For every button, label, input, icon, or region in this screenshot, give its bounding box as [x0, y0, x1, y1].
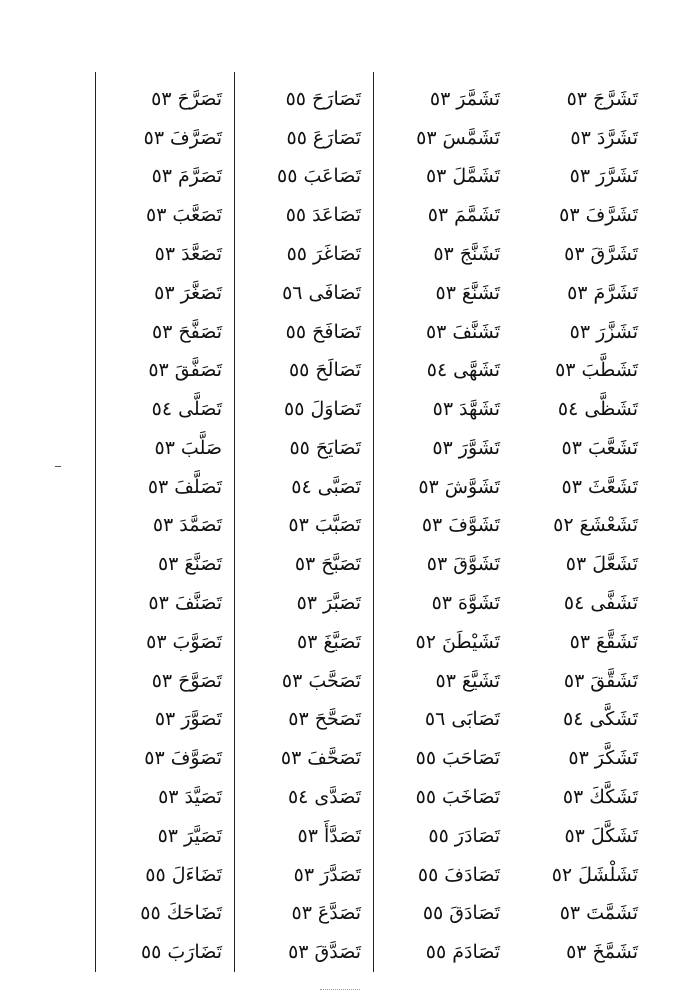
entry-page-number: ٥٣	[144, 747, 165, 770]
entry-word: تَصَحَّحَ	[314, 708, 361, 731]
entry-page-number: ٥٣	[561, 436, 582, 459]
index-entry	[512, 429, 650, 468]
index-entry	[374, 817, 512, 856]
entry-page-number: ٥٥	[277, 165, 298, 188]
index-entry	[235, 158, 373, 197]
index-entry	[235, 739, 373, 778]
entry-word: تَشَمَّرَ	[456, 87, 500, 110]
entry-word: تَصَدَّرَ	[320, 863, 361, 886]
entry-word: تَصَافَحَ	[312, 320, 361, 343]
index-entry	[374, 313, 512, 352]
entry-word: تَصَنَّعَ	[184, 553, 222, 576]
entry-word: تَصَادَمَ	[452, 941, 500, 964]
index-entry	[512, 856, 650, 895]
index-entry	[96, 119, 234, 158]
entry-word: تَشَوَّفَ	[448, 514, 500, 537]
entry-word: تَشَعْشَعَ	[579, 514, 638, 537]
entry-page-number: ٥٣	[297, 824, 318, 847]
entry-word: تَصَادَرَ	[454, 824, 500, 847]
entry-word: تَصَغَّرَ	[180, 281, 222, 304]
entry-page-number: ٥٤	[151, 398, 173, 421]
margin-mark	[55, 466, 61, 467]
entry-word: تَصَاوَلَ	[310, 398, 361, 421]
index-entry	[235, 196, 373, 235]
index-page	[95, 72, 650, 972]
entry-word: تَضَاءَلَ	[171, 863, 222, 886]
entry-word: تَضَاحَكَ	[166, 902, 222, 925]
index-entry	[374, 894, 512, 933]
entry-word: تَصَادَفَ	[444, 863, 500, 886]
entry-word: تَصَايَحَ	[315, 436, 361, 459]
entry-page-number: ٥٥	[140, 902, 161, 925]
entry-page-number: ٥٥	[415, 785, 437, 808]
index-entry	[512, 390, 650, 429]
index-entry	[235, 701, 373, 740]
index-entry	[512, 778, 650, 817]
entry-word: تَصَاعَدَ	[312, 204, 361, 227]
index-entry	[96, 80, 234, 119]
entry-page-number: ٥٣	[567, 281, 588, 304]
index-entry	[96, 701, 234, 740]
index-entry	[374, 701, 512, 740]
entry-word: تَصَرَّفَ	[170, 126, 222, 149]
entry-word: تَصَابَى	[451, 708, 500, 731]
index-entry	[374, 778, 512, 817]
index-entry	[235, 468, 373, 507]
entry-word: تَشَقَّعَ	[596, 630, 638, 653]
entry-page-number: ٥٣	[147, 475, 169, 498]
entry-word: تَصَادَقَ	[449, 902, 500, 925]
entry-page-number: ٥٥	[415, 747, 437, 770]
index-entry	[512, 468, 650, 507]
entry-word: تَشَزَّرَ	[596, 320, 638, 343]
entry-page-number: ٥٣	[563, 669, 585, 692]
entry-word: تَشَمَّخَ	[592, 941, 638, 964]
entry-word: تَشَنَّفَ	[452, 320, 500, 343]
entry-page-number: ٥٣	[158, 785, 179, 808]
entry-page-number: ٥٣	[151, 165, 172, 188]
entry-page-number: ٥٣	[143, 126, 165, 149]
index-entry	[235, 894, 373, 933]
index-entry	[96, 778, 234, 817]
entry-page-number: ٥٣	[288, 941, 309, 964]
index-entry	[96, 856, 234, 895]
entry-word: تَصَدَّى	[314, 785, 361, 808]
index-entry	[512, 623, 650, 662]
index-entry	[235, 933, 373, 972]
footer-page-mark	[320, 989, 360, 993]
entry-page-number: ٥٣	[148, 592, 169, 615]
entry-word: تَصَاغَرَ	[313, 243, 361, 266]
entry-word: تَصَحَّفَ	[307, 747, 361, 770]
index-entry	[235, 545, 373, 584]
index-entry	[235, 235, 373, 274]
entry-page-number: ٥٤	[287, 785, 309, 808]
index-entry	[374, 507, 512, 546]
index-entry	[512, 80, 650, 119]
entry-page-number: ٥٣	[570, 126, 591, 149]
index-entry	[512, 158, 650, 197]
entry-page-number: ٥٥	[425, 941, 447, 964]
entry-page-number: ٥٣	[296, 630, 318, 653]
index-entry	[96, 933, 234, 972]
index-entry	[235, 119, 373, 158]
index-entry	[374, 80, 512, 119]
entry-word: تَشَكَّى	[589, 708, 638, 731]
entry-page-number: ٥٣	[569, 320, 591, 343]
entry-page-number: ٥٣	[157, 824, 179, 847]
entry-page-number: ٥٤	[557, 398, 579, 421]
entry-page-number: ٥٢	[415, 630, 436, 653]
entry-page-number: ٥٣	[432, 436, 453, 459]
entry-word: تَشَقَّقَ	[590, 669, 638, 692]
entry-word: تَشَهَّدَ	[459, 398, 500, 421]
index-entry	[96, 196, 234, 235]
entry-word: تَصَيَّدَ	[184, 785, 222, 808]
entry-word: تَصَوَّبَ	[172, 630, 222, 653]
entry-word: تَصَبَّغَ	[323, 630, 361, 653]
entry-word: تَشَمَّلَ	[452, 165, 500, 188]
entry-page-number: ٥٥	[140, 941, 162, 964]
index-entry	[512, 894, 650, 933]
entry-word: تَشَعَّلَ	[592, 553, 638, 576]
entry-word: تَشَيَّعَ	[461, 669, 500, 692]
entry-page-number: ٥٣	[426, 553, 448, 576]
entry-page-number: ٥٣	[151, 669, 173, 692]
index-entry	[96, 351, 234, 390]
entry-word: تَشَرَّفَ	[585, 204, 638, 227]
entry-page-number: ٥٣	[151, 87, 172, 110]
entry-word: تَشَوَّهَ	[457, 592, 500, 615]
index-entry	[235, 429, 373, 468]
index-entry	[96, 817, 234, 856]
index-entry	[235, 778, 373, 817]
index-entry	[235, 623, 373, 662]
index-entry	[96, 584, 234, 623]
entry-page-number: ٥٣	[157, 553, 179, 576]
entry-page-number: ٥٣	[280, 747, 302, 770]
index-entry	[512, 196, 650, 235]
index-entry	[512, 507, 650, 546]
index-entry	[374, 739, 512, 778]
entry-word: تَصَفَّحَ	[178, 320, 222, 343]
entry-page-number: ٥٣	[281, 669, 303, 692]
entry-page-number: ٥٣	[291, 902, 312, 925]
index-entry	[96, 468, 234, 507]
entry-page-number: ٥٣	[145, 204, 167, 227]
index-entry	[96, 274, 234, 313]
entry-word: تَصَالَحَ	[315, 359, 361, 382]
index-entry	[374, 662, 512, 701]
entry-page-number: ٥٣	[429, 87, 451, 110]
index-columns	[95, 72, 650, 972]
index-entry	[235, 817, 373, 856]
index-entry	[374, 468, 512, 507]
entry-word: تَصَدَّأَ	[323, 824, 361, 847]
index-entry	[96, 429, 234, 468]
entry-page-number: ٥٣	[564, 824, 585, 847]
entry-word: تَصَلَّفَ	[174, 475, 222, 498]
index-column-4	[95, 72, 234, 972]
entry-word: تَشَنَّجَ	[459, 243, 500, 266]
index-entry	[512, 235, 650, 274]
entry-word: تَصَلَّى	[178, 398, 222, 421]
entry-word: تَصَرَّمَ	[177, 165, 222, 188]
entry-word: تَشَعَّثَ	[587, 475, 638, 498]
entry-word: تَصَاعَبَ	[303, 165, 361, 188]
index-entry	[235, 351, 373, 390]
index-entry	[96, 623, 234, 662]
entry-page-number: ٥٣	[288, 514, 309, 537]
entry-word: تَصَارَحَ	[312, 87, 361, 110]
entry-page-number: ٥٣	[293, 863, 315, 886]
entry-word: تَصَحَّبَ	[308, 669, 361, 692]
entry-word: تَشَرَّمَ	[593, 281, 638, 304]
entry-word: تَشَظَّى	[584, 398, 638, 421]
entry-page-number: ٥٥	[284, 398, 305, 421]
entry-page-number: ٥٣	[418, 475, 439, 498]
index-entry	[374, 584, 512, 623]
entry-page-number: ٥٣	[296, 592, 318, 615]
entry-page-number: ٥٣	[568, 747, 589, 770]
index-entry	[96, 894, 234, 933]
index-entry	[512, 119, 650, 158]
entry-page-number: ٥٣	[564, 243, 585, 266]
entry-page-number: ٥٥	[289, 436, 310, 459]
entry-word: تَشَطَّبَ	[581, 359, 638, 382]
index-entry	[96, 507, 234, 546]
entry-page-number: ٥٥	[285, 320, 307, 343]
entry-word: تَصَارَعَ	[312, 126, 361, 149]
entry-page-number: ٥٣	[148, 359, 169, 382]
index-entry	[235, 313, 373, 352]
index-entry	[235, 584, 373, 623]
entry-page-number: ٥٣	[433, 243, 454, 266]
entry-page-number: ٥٣	[416, 126, 437, 149]
entry-page-number: ٥٣	[431, 592, 452, 615]
entry-word: تَشَهَّى	[453, 359, 500, 382]
entry-page-number: ٥٣	[154, 436, 175, 459]
index-column-2	[373, 72, 512, 972]
entry-word: تَصَبَّحَ	[321, 553, 361, 576]
index-entry	[96, 545, 234, 584]
index-entry	[374, 158, 512, 197]
index-entry	[96, 390, 234, 429]
index-entry	[512, 351, 650, 390]
index-entry	[235, 507, 373, 546]
entry-word: تَصَبَّبَ	[314, 514, 361, 537]
entry-page-number: ٥٣	[562, 785, 584, 808]
entry-page-number: ٥٣	[146, 630, 167, 653]
index-entry	[374, 623, 512, 662]
entry-word: تَصَعَّدَ	[181, 243, 222, 266]
index-entry	[235, 390, 373, 429]
entry-page-number: ٥٤	[291, 475, 312, 498]
entry-page-number: ٥٣	[425, 320, 447, 343]
index-entry	[512, 584, 650, 623]
entry-page-number: ٥٣	[152, 514, 174, 537]
entry-page-number: ٥٥	[285, 204, 307, 227]
index-entry	[374, 235, 512, 274]
entry-word: تَصَعَّبَ	[172, 204, 222, 227]
entry-page-number: ٥٤	[563, 592, 585, 615]
entry-word: تَشَوَّرَ	[458, 436, 500, 459]
entry-page-number: ٥٣	[294, 553, 316, 576]
entry-page-number: ٥٤	[563, 708, 584, 731]
index-entry	[512, 313, 650, 352]
entry-page-number: ٥٣	[559, 902, 581, 925]
index-entry	[512, 662, 650, 701]
entry-word: تَصَدَّقَ	[314, 941, 361, 964]
entry-page-number: ٥٣	[154, 708, 176, 731]
index-entry	[374, 274, 512, 313]
index-entry	[96, 235, 234, 274]
entry-page-number: ٥٣	[425, 165, 447, 188]
entry-word: تَشَكَّكَ	[589, 785, 638, 808]
entry-page-number: ٥٣	[154, 281, 175, 304]
entry-page-number: ٥٣	[427, 204, 449, 227]
index-entry	[96, 739, 234, 778]
entry-page-number: ٥٥	[286, 126, 307, 149]
entry-word: تَشَرَّرَ	[596, 165, 638, 188]
entry-word: تَصَاحَبَ	[442, 747, 500, 770]
entry-word: تَشَلْشَلَ	[578, 863, 638, 886]
entry-page-number: ٥٣	[288, 708, 309, 731]
entry-word: تَشَرَّدَ	[596, 126, 638, 149]
index-entry	[374, 933, 512, 972]
entry-page-number: ٥٣	[435, 669, 456, 692]
entry-page-number: ٥٣	[569, 630, 591, 653]
entry-page-number: ٥٣	[151, 320, 173, 343]
entry-word: تَصَاخَبَ	[442, 785, 500, 808]
index-entry	[374, 856, 512, 895]
index-entry	[374, 351, 512, 390]
entry-page-number: ٥٥	[285, 87, 306, 110]
entry-page-number: ٥٣	[569, 165, 591, 188]
entry-word: تَشَمَّمَ	[454, 204, 500, 227]
index-entry	[512, 701, 650, 740]
entry-word: تَصَوَّرَ	[181, 708, 222, 731]
entry-page-number: ٥٣	[421, 514, 443, 537]
entry-word: تَشَوَّشَ	[444, 475, 500, 498]
index-entry	[235, 80, 373, 119]
entry-word: صَلَّبَ	[180, 436, 222, 459]
entry-page-number: ٥٣	[565, 553, 587, 576]
entry-word: تَصَيَّرَ	[184, 824, 222, 847]
entry-word: تَشَيْطَنَ	[441, 630, 500, 653]
entry-page-number: ٥٤	[426, 359, 448, 382]
entry-word: تَصَمَّدَ	[179, 514, 222, 537]
entry-page-number: ٥٥	[288, 359, 310, 382]
entry-word: تَشَمَّتَ	[586, 902, 638, 925]
index-entry	[96, 158, 234, 197]
entry-page-number: ٥٥	[428, 824, 449, 847]
index-entry	[512, 545, 650, 584]
entry-word: تَشَعَّبَ	[587, 436, 638, 459]
entry-page-number: ٥٣	[154, 243, 176, 266]
entry-page-number: ٥٣	[555, 359, 576, 382]
index-entry	[512, 274, 650, 313]
entry-page-number: ٥٣	[561, 475, 582, 498]
entry-word: تَصَافَى	[308, 281, 361, 304]
index-entry	[374, 390, 512, 429]
entry-page-number: ٥٦	[282, 281, 303, 304]
entry-word: تَصَبَّى	[317, 475, 361, 498]
index-entry	[96, 313, 234, 352]
entry-word: تَشَكَّلَ	[590, 824, 638, 847]
entry-word: تَشَكَّرَ	[594, 747, 638, 770]
entry-word: تَصَنَّفَ	[174, 592, 222, 615]
index-entry	[512, 933, 650, 972]
entry-page-number: ٥٦	[424, 708, 446, 731]
entry-word: تَصَوَّفَ	[170, 747, 222, 770]
entry-word: تَشَفَّى	[590, 592, 638, 615]
index-entry	[374, 119, 512, 158]
entry-word: تَصَدَّعَ	[317, 902, 361, 925]
entry-word: تَصَوَّحَ	[178, 669, 222, 692]
entry-word: تَشَرَّجَ	[593, 87, 638, 110]
entry-page-number: ٥٣	[432, 398, 454, 421]
index-entry	[96, 662, 234, 701]
entry-page-number: ٥٥	[417, 863, 439, 886]
entry-page-number: ٥٢	[551, 863, 573, 886]
entry-page-number: ٥٥	[286, 243, 308, 266]
index-entry	[235, 662, 373, 701]
entry-page-number: ٥٣	[435, 281, 456, 304]
entry-word: تَشَوَّقَ	[453, 553, 500, 576]
index-entry	[512, 817, 650, 856]
entry-word: تَضَارَبَ	[167, 941, 222, 964]
index-entry	[235, 856, 373, 895]
entry-word: تَشَرَّقَ	[590, 243, 638, 266]
index-column-1	[512, 72, 650, 972]
index-column-3	[234, 72, 373, 972]
entry-page-number: ٥٣	[566, 941, 587, 964]
entry-page-number: ٥٢	[553, 514, 574, 537]
index-entry	[512, 739, 650, 778]
entry-word: تَصَفَّقَ	[174, 359, 222, 382]
entry-word: تَشَنَّعَ	[461, 281, 500, 304]
entry-word: تَصَرَّحَ	[177, 87, 222, 110]
index-entry	[374, 196, 512, 235]
index-entry	[374, 545, 512, 584]
index-entry	[374, 429, 512, 468]
entry-word: تَشَمَّسَ	[442, 126, 500, 149]
entry-word: تَصَبَّرَ	[323, 592, 361, 615]
entry-page-number: ٥٥	[145, 863, 166, 886]
index-entry	[235, 274, 373, 313]
entry-page-number: ٥٥	[422, 902, 444, 925]
entry-page-number: ٥٣	[566, 87, 587, 110]
entry-page-number: ٥٣	[559, 204, 580, 227]
